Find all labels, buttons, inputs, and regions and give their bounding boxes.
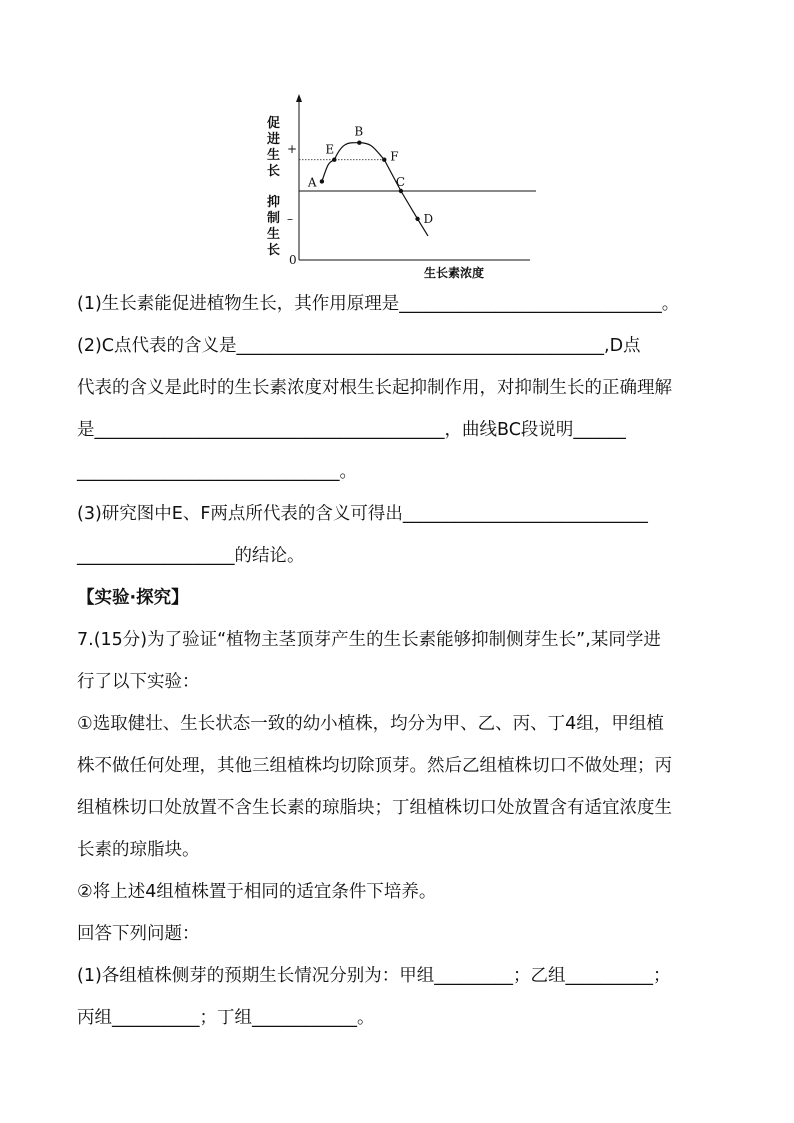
minus-sign: – xyxy=(287,212,293,226)
point-label-e: E xyxy=(325,142,335,157)
q7-intro-line2: 行了以下实验： xyxy=(77,672,200,692)
point-a xyxy=(320,179,324,183)
y-label-inhibit-2: 制 xyxy=(267,211,281,226)
point-f xyxy=(382,158,386,162)
y-label-promote-4: 长 xyxy=(267,164,281,179)
q6-part2-line2: 代表的含义是此时的生长素浓度对根生长起抑制作用，对抑制生长的正确理解 xyxy=(77,378,672,398)
q7-step1-line2: 株不做任何处理，其他三组植株均切除顶芽。然后乙组植株切口不做处理；丙 xyxy=(77,756,672,776)
section-heading: 【实验·探究】 xyxy=(77,588,189,608)
y-label-inhibit-4: 长 xyxy=(267,243,281,258)
y-label-inhibit-3: 生 xyxy=(267,227,281,242)
q7-intro-line1: 7.(15分)为了验证“植物主茎顶芽产生的生长素能够抑制侧芽生长”,某同学进 xyxy=(77,630,661,650)
growth-curve-line xyxy=(322,143,428,236)
point-label-b: B xyxy=(354,124,364,139)
q7-step1-line1: ①选取健壮、生长状态一致的幼小植株，均分为甲、乙、丙、丁4组，甲组植 xyxy=(77,714,664,734)
q6-part3-line2: __________________的结论。 xyxy=(77,546,305,566)
point-label-d: D xyxy=(423,211,434,226)
point-label-a: A xyxy=(307,175,317,190)
q6-part2-line4: ______________________________。 xyxy=(77,462,357,482)
q6-part2-line3: 是________________________________________，曲线BC段说明______ xyxy=(77,420,626,440)
q7-question1-line2: 丙组__________；丁组____________。 xyxy=(77,1008,375,1028)
q7-question1-line1: (1)各组植株侧芽的预期生长情况分别为：甲组_________；乙组__________； xyxy=(77,966,671,986)
q7-step2: ②将上述4组植株置于相同的适宜条件下培养。 xyxy=(77,882,437,902)
point-label-f: F xyxy=(390,149,399,164)
q6-part3-line1: (3)研究图中E、F两点所代表的含义可得出____________________________ xyxy=(77,504,648,524)
q6-part2-line1: (2)C点代表的含义是__________________________________________,D点 xyxy=(77,336,641,356)
point-label-c: C xyxy=(395,175,406,189)
q7-step1-line4: 长素的琼脂块。 xyxy=(77,840,200,860)
plot-area xyxy=(299,125,433,236)
q6-part1: (1)生长素能促进植物生长，其作用原理是______________________________。 xyxy=(77,294,680,314)
y-axis-arrow xyxy=(296,94,302,102)
q7-step1-line3: 组植株切口处放置不含生长素的琼脂块；丁组植株切口处放置含有适宜浓度生 xyxy=(77,798,672,818)
growth-curve-chart xyxy=(258,92,548,284)
q7-answer-prompt: 回答下列问题： xyxy=(77,924,200,944)
y-label-promote-1: 促 xyxy=(267,116,281,131)
growth-curve-figure xyxy=(258,92,548,284)
point-c xyxy=(399,189,403,193)
y-label-promote-3: 生 xyxy=(267,148,281,163)
y-label-inhibit-1: 抑 xyxy=(267,195,281,210)
point-e xyxy=(332,158,336,162)
y-label-promote-2: 进 xyxy=(267,132,281,147)
point-b xyxy=(357,141,361,145)
origin-label: 0 xyxy=(289,253,297,267)
point-d xyxy=(415,217,419,221)
plus-sign: + xyxy=(287,142,298,156)
x-axis-label: 生长素浓度 xyxy=(424,266,485,280)
